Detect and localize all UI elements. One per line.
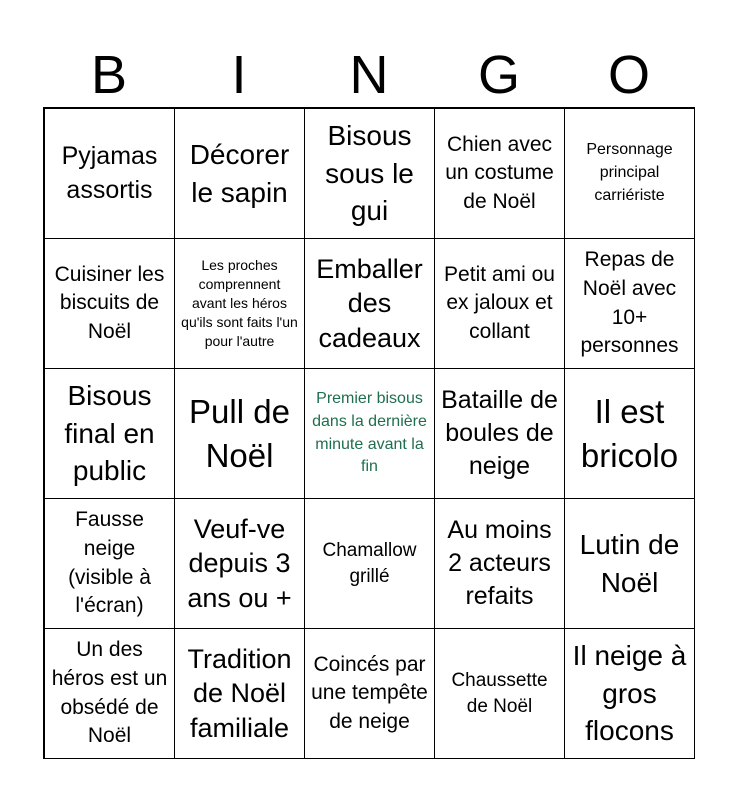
bingo-cell-r1-c2[interactable] (175, 109, 305, 239)
cell-text: Coincés par une tempête de neige (311, 652, 428, 733)
cell-text: Bisous final en public (64, 380, 155, 487)
header-letter-b: B (90, 45, 128, 105)
cell-text: Décorer le sapin (189, 138, 290, 208)
bingo-cell-r3-c5[interactable] (565, 369, 695, 499)
cell-text: Un des héros est un obsédé de Noël (51, 638, 168, 748)
cell-text: Lutin de Noël (579, 528, 680, 598)
cell-text: Tradition de Noël familiale (187, 643, 292, 743)
bingo-cell-r1-c3[interactable] (305, 109, 435, 239)
cell-text: Chaussette de Noël (451, 669, 548, 717)
bingo-cell-r3-c2[interactable] (175, 369, 305, 499)
bingo-cell-r5-c2[interactable] (175, 629, 305, 759)
cell-text: Personnage principal carriériste (586, 141, 673, 204)
bingo-cell-r3-c3-free[interactable] (305, 369, 435, 499)
bingo-cell-r2-c3[interactable] (305, 239, 435, 369)
bingo-cell-r5-c5[interactable] (565, 629, 695, 759)
bingo-cell-r4-c1[interactable] (45, 499, 175, 629)
bingo-cell-r2-c2[interactable] (175, 239, 305, 369)
header-letter-o: O (607, 45, 650, 105)
cell-text: Les proches comprennent avant les héros qu'ils sont faits l'un pour l'autre (181, 257, 298, 349)
bingo-cell-r2-c1[interactable] (45, 239, 175, 369)
bingo-cell-r3-c1[interactable] (45, 369, 175, 499)
bingo-header (44, 44, 694, 106)
bingo-cell-r4-c3[interactable] (305, 499, 435, 629)
cell-text: Chien avec un costume de Noël (445, 132, 554, 213)
cell-text: Repas de Noël avec 10+ personnes (580, 248, 679, 358)
bingo-cell-r1-c5[interactable] (565, 109, 695, 239)
cell-text: Au moins 2 acteurs refaits (447, 515, 552, 611)
cell-text: Emballer des cadeaux (316, 253, 423, 353)
cell-text: Premier bisous dans la dernière minute avant la fin (312, 390, 427, 476)
cell-text: Veuf-ve depuis 3 ans ou + (187, 513, 292, 613)
header-letter-n: N (349, 45, 389, 105)
bingo-cell-r1-c4[interactable] (435, 109, 565, 239)
bingo-cell-r5-c1[interactable] (45, 629, 175, 759)
bingo-cell-r4-c5[interactable] (565, 499, 695, 629)
cell-text: Cuisiner les biscuits de Noël (54, 262, 165, 343)
cell-text: Bisous sous le gui (325, 120, 414, 227)
bingo-cell-r4-c4[interactable] (435, 499, 565, 629)
bingo-cell-r4-c2[interactable] (175, 499, 305, 629)
cell-text: Fausse neige (visible à l'écran) (68, 508, 151, 618)
bingo-cell-r2-c4[interactable] (435, 239, 565, 369)
bingo-cell-r3-c4[interactable] (435, 369, 565, 499)
cell-text: Pull de Noël (189, 392, 290, 474)
header-letter-i: I (231, 45, 247, 105)
bingo-card-grid (43, 107, 695, 759)
cell-text: Bataille de boules de neige (441, 385, 558, 481)
cell-text: Il est bricolo (580, 392, 679, 474)
bingo-cell-r5-c4[interactable] (435, 629, 565, 759)
bingo-cell-r5-c3[interactable] (305, 629, 435, 759)
cell-text: Il neige à gros flocons (572, 640, 687, 747)
cell-text: Pyjamas assortis (61, 142, 158, 204)
bingo-cell-r1-c1[interactable] (45, 109, 175, 239)
bingo-cell-r2-c5[interactable] (565, 239, 695, 369)
cell-text: Petit ami ou ex jaloux et collant (444, 262, 555, 343)
header-letter-g: G (477, 45, 520, 105)
cell-text: Chamallow grillé (322, 539, 417, 587)
